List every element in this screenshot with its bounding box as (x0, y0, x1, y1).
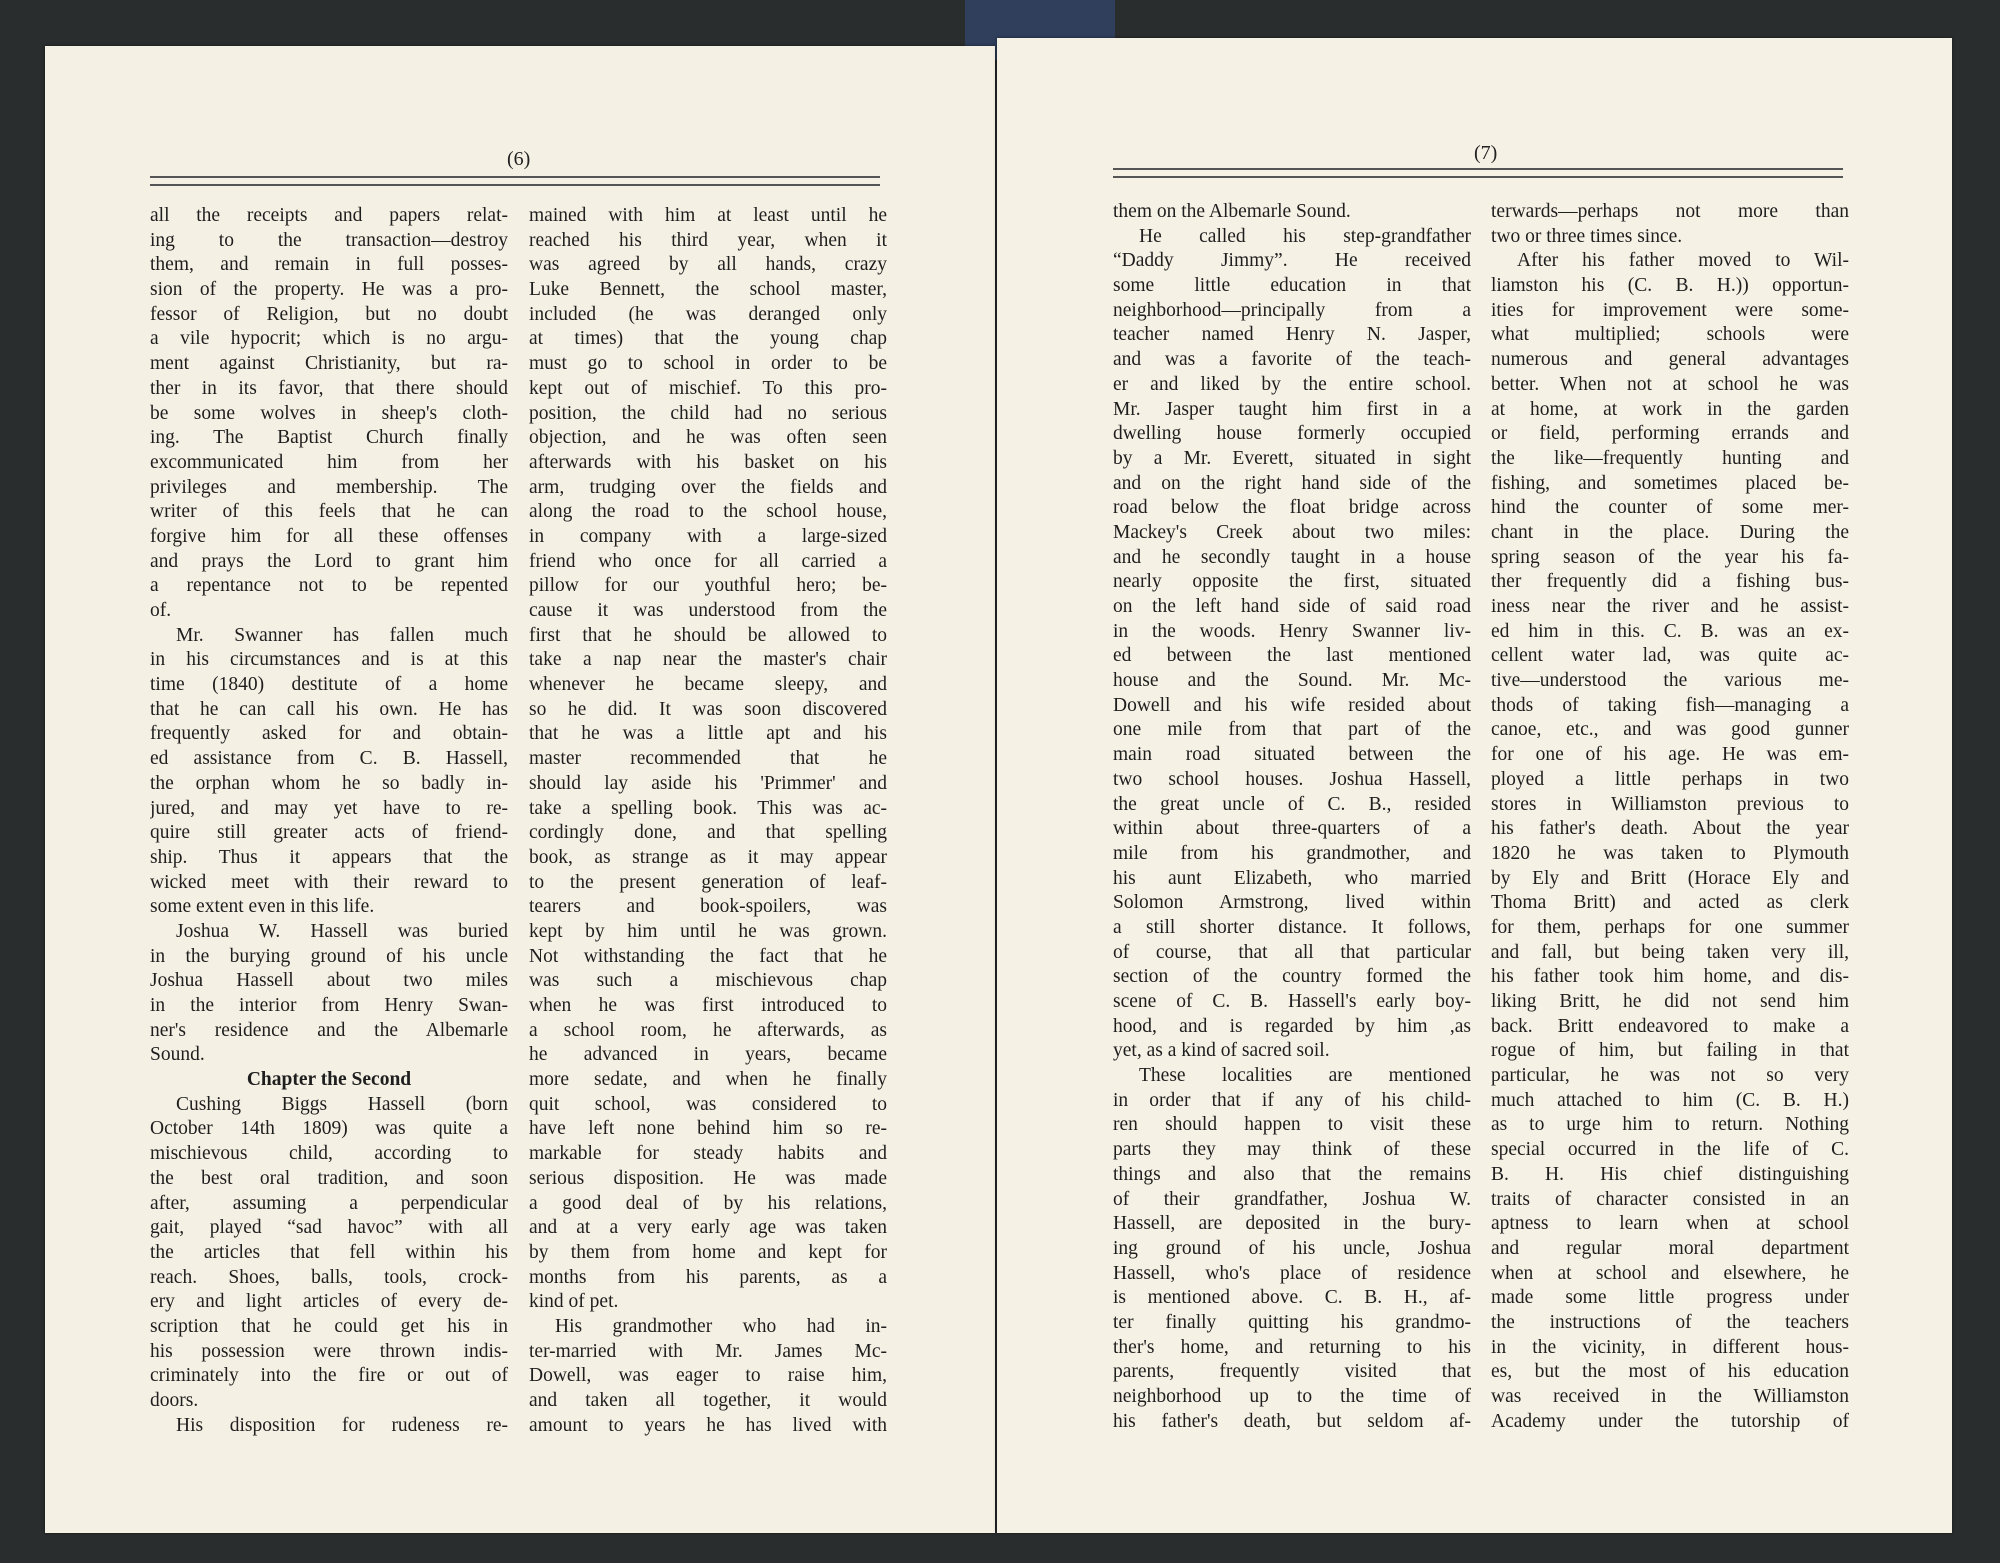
text-line: gait, played “sad havoc” with all (150, 1217, 508, 1239)
text-line: first that he should be allowed to (529, 624, 887, 646)
text-line: traits of character consisted in an (1491, 1188, 1849, 1210)
text-line: section of the country formed the (1113, 966, 1471, 988)
text-line: Mr. Swanner has fallen much (176, 624, 508, 646)
text-line: was such a mischievous chap (529, 970, 887, 992)
text-line: es, but the most of his education (1491, 1361, 1849, 1383)
text-line: er and liked by the entire school. (1113, 373, 1471, 395)
text-line: After his father moved to Wil- (1517, 250, 1849, 272)
text-line: a still shorter distance. It follows, (1113, 916, 1471, 938)
text-line: what multiplied; schools were (1491, 324, 1849, 346)
text-line: excommunicated him from her (150, 451, 508, 473)
text-line: and fall, but being taken very ill, (1491, 941, 1849, 963)
text-line: mained with him at least until he (529, 205, 887, 226)
text-line: two school houses. Joshua Hassell, (1113, 768, 1471, 790)
text-line: house and the Sound. Mr. Mc- (1113, 670, 1471, 692)
text-line: ment against Christianity, but ra- (150, 353, 508, 375)
text-line: the great uncle of C. B., resided (1113, 793, 1471, 815)
text-line: His grandmother who had in- (555, 1315, 887, 1337)
text-line: ing ground of his uncle, Joshua (1113, 1237, 1471, 1259)
text-line: His disposition for rudeness re- (176, 1414, 508, 1436)
text-line: cellent water lad, was quite ac- (1491, 645, 1849, 667)
text-line: his possession were thrown indis- (150, 1340, 508, 1362)
text-line: October 14th 1809) was quite a (150, 1118, 508, 1140)
text-line: frequently asked for and obtain- (150, 723, 508, 745)
text-line: at home, at work in the garden (1491, 398, 1849, 420)
text-line: Mr. Jasper taught him first in a (1113, 398, 1471, 420)
text-line: hind the counter of some mer- (1491, 497, 1849, 519)
text-line: arm, trudging over the fields and (529, 476, 887, 498)
text-line: neighborhood—principally from a (1113, 299, 1471, 321)
text-line: and he secondly taught in a house (1113, 546, 1471, 568)
text-line: his father's death. About the year (1491, 818, 1849, 840)
text-line: and was a favorite of the teach- (1113, 349, 1471, 371)
text-line: by them from home and kept for (529, 1241, 887, 1263)
text-line: by a Mr. Everett, situated in sight (1113, 447, 1471, 469)
text-line: or field, performing errands and (1491, 423, 1849, 445)
text-line: cordingly done, and that spelling (529, 822, 887, 844)
text-line: the articles that fell within his (150, 1241, 508, 1263)
text-line: hood, and is regarded by him ,as (1113, 1015, 1471, 1037)
text-line: cause it was understood from the (529, 600, 887, 621)
text-line: thods of taking fish—managing a (1491, 694, 1849, 716)
text-line: the instructions of the teachers (1491, 1311, 1849, 1333)
text-line: objection, and he was often seen (529, 427, 887, 449)
text-line: criminately into the fire or out of (150, 1365, 508, 1387)
text-line: the like—frequently hunting and (1491, 447, 1849, 469)
text-line: parts they may think of these (1113, 1139, 1471, 1161)
text-line: numerous and general advantages (1491, 349, 1849, 371)
text-line: liking Britt, he did not send him (1491, 991, 1849, 1012)
text-line: Luke Bennett, the school master, (529, 279, 887, 301)
text-line: a good deal of by his relations, (529, 1192, 887, 1214)
text-line: main road situated between the (1113, 744, 1471, 766)
text-line: wicked meet with their reward to (150, 871, 508, 893)
text-line: nearly opposite the first, situated (1113, 571, 1471, 593)
text-line: ployed a little perhaps in two (1491, 768, 1849, 790)
text-line: in the interior from Henry Swan- (150, 995, 508, 1016)
text-line: of course, that all that particular (1113, 941, 1471, 963)
text-line: the best oral tradition, and soon (150, 1167, 508, 1189)
text-line: Cushing Biggs Hassell (born (176, 1093, 508, 1115)
text-line: special occurred in the life of C. (1491, 1139, 1849, 1161)
text-line: and on the right hand side of the (1113, 472, 1471, 494)
text-line: was received in the Williamston (1491, 1386, 1849, 1407)
text-line: iness near the river and he assist- (1491, 596, 1849, 617)
text-line: serious disposition. He was made (529, 1167, 887, 1189)
text-line: in the woods. Henry Swanner liv- (1113, 620, 1471, 642)
text-line: after, assuming a perpendicular (150, 1192, 508, 1214)
text-line: so he did. It was soon discovered (529, 698, 887, 720)
text-line: that he can call his own. He has (150, 698, 508, 720)
text-line: kept by him until he was grown. (529, 920, 887, 942)
text-line: quire still greater acts of friend- (150, 822, 508, 844)
text-line: Academy under the tutorship of (1491, 1410, 1849, 1432)
text-line: within about three-quarters of a (1113, 818, 1471, 840)
text-line: he advanced in years, became (529, 1044, 887, 1066)
text-line: to the present generation of leaf- (529, 871, 887, 893)
text-line: when he was first introduced to (529, 995, 887, 1016)
text-line: and regular moral department (1491, 1237, 1849, 1259)
text-line: Dowell and his wife resided about (1113, 694, 1471, 716)
text-line: in the burying ground of his uncle (150, 945, 508, 967)
text-line: and prays the Lord to grant him (150, 550, 508, 572)
text-line: mile from his grandmother, and (1113, 842, 1471, 864)
text-line: ther frequently did a fishing bus- (1491, 571, 1849, 593)
text-line: book, as strange as it may appear (529, 846, 887, 868)
text-line: Dowell, was eager to raise him, (529, 1365, 887, 1387)
text-line: ing to the transaction—destroy (150, 229, 508, 251)
text-line: take a nap near the master's chair (529, 649, 887, 671)
text-line: must go to school in order to be (529, 353, 887, 375)
text-line: Joshua Hassell about two miles (150, 970, 508, 992)
text-line: writer of this feels that he can (150, 501, 508, 523)
text-line: at times) that the young chap (529, 328, 887, 350)
text-line: chant in the place. During the (1491, 521, 1849, 543)
text-line: a vile hypocrit; which is no argu- (150, 328, 508, 350)
text-line: Hassell, are deposited in the bury- (1113, 1213, 1471, 1235)
text-line: made some little progress under (1491, 1287, 1849, 1309)
text-line: Sound. (150, 1044, 205, 1066)
text-line: Joshua W. Hassell was buried (176, 920, 508, 942)
text-line: amount to years he has lived with (529, 1414, 887, 1436)
text-line: “Daddy Jimmy”. He received (1113, 250, 1471, 272)
text-line: terwards—perhaps not more than (1491, 201, 1849, 222)
text-line: master recommended that he (529, 748, 887, 770)
text-line: all the receipts and papers relat- (150, 205, 508, 226)
text-line: that he was a little apt and his (529, 723, 887, 745)
text-line: privileges and membership. The (150, 476, 508, 498)
text-line: back. Britt endeavored to make a (1491, 1015, 1849, 1037)
text-line: mischievous child, according to (150, 1143, 508, 1165)
text-line: his father's death, but seldom af- (1113, 1410, 1471, 1432)
text-line: afterwards with his basket on his (529, 451, 887, 473)
text-line: for one of his age. He was em- (1491, 744, 1849, 766)
text-line: pillow for our youthful hero; be- (529, 575, 887, 597)
text-line: in his circumstances and is at this (150, 649, 508, 671)
text-line: whenever he became sleepy, and (529, 674, 887, 696)
text-line: particular, he was not so very (1491, 1065, 1849, 1087)
text-line: aptness to learn when at school (1491, 1213, 1849, 1235)
text-line: be some wolves in sheep's cloth- (150, 402, 508, 424)
text-line: along the road to the school house, (529, 501, 887, 523)
text-line: scription that he could get his in (150, 1315, 508, 1337)
text-line: liamston his (C. B. H.)) opportun- (1491, 275, 1849, 297)
text-line: tive—understood the various me- (1491, 670, 1849, 692)
text-line: Mackey's Creek about two miles: (1113, 521, 1471, 543)
text-line: a school room, he afterwards, as (529, 1019, 887, 1041)
text-line: by Ely and Britt (Horace Ely and (1491, 867, 1849, 889)
text-line: forgive him for all these offenses (150, 525, 508, 547)
text-column (1491, 200, 1849, 1434)
text-line: teacher named Henry N. Jasper, (1113, 324, 1471, 346)
text-line: stores in Williamston previous to (1491, 793, 1849, 815)
text-line: 1820 he was taken to Plymouth (1491, 842, 1849, 864)
text-line: B. H. His chief distinguishing (1491, 1163, 1849, 1185)
text-line: Not withstanding the fact that he (529, 945, 887, 967)
text-line: fishing, and sometimes placed be- (1491, 472, 1849, 494)
text-line: ities for improvement were some- (1491, 299, 1849, 321)
text-line: ed between the last mentioned (1113, 645, 1471, 667)
text-column (150, 204, 508, 1438)
text-line: better. When not at school he was (1491, 373, 1849, 395)
header-rule (150, 176, 880, 186)
text-line: in order that if any of his child- (1113, 1089, 1471, 1111)
text-line: ter finally quitting his grandmo- (1113, 1311, 1471, 1333)
chapter-heading: Chapter the Second (246, 1069, 412, 1091)
text-line: doors. (150, 1390, 199, 1411)
text-line: ter-married with Mr. James Mc- (529, 1340, 887, 1362)
text-line: road below the float bridge across (1113, 497, 1471, 519)
text-line: his father took him home, and dis- (1491, 966, 1849, 988)
text-line: and at a very early age was taken (529, 1217, 887, 1239)
text-line: when at school and elsewhere, he (1491, 1262, 1849, 1284)
text-line: of. (150, 600, 172, 621)
text-line: neighborhood up to the time of (1113, 1386, 1471, 1407)
text-line: them on the Albemarle Sound. (1113, 201, 1351, 222)
text-line: his aunt Elizabeth, who married (1113, 867, 1471, 889)
text-line: as to urge him to return. Nothing (1491, 1114, 1849, 1136)
text-line: ner's residence and the Albemarle (150, 1019, 508, 1041)
text-line: ren should happen to visit these (1113, 1114, 1471, 1136)
text-line: kept out of mischief. To this pro- (529, 377, 887, 399)
text-column (529, 204, 887, 1438)
text-line: canoe, etc., and was good gunner (1491, 719, 1849, 741)
text-line: ing. The Baptist Church finally (150, 427, 508, 449)
text-line: fessor of Religion, but no doubt (150, 303, 508, 325)
text-line: tearers and book-spoilers, was (529, 896, 887, 918)
text-line: in company with a large-sized (529, 525, 887, 547)
text-line: markable for steady habits and (529, 1143, 887, 1165)
text-line: dwelling house formerly occupied (1113, 423, 1471, 445)
text-line: Thoma Britt) and acted as clerk (1491, 892, 1849, 914)
text-line: one mile from that part of the (1113, 719, 1471, 741)
text-line: quit school, was considered to (529, 1093, 887, 1115)
text-line: more sedate, and when he finally (529, 1069, 887, 1091)
text-line: parents, frequently visited that (1113, 1361, 1471, 1383)
text-line: some little education in that (1113, 275, 1471, 297)
text-line: for them, perhaps for one summer (1491, 916, 1849, 938)
text-line: ship. Thus it appears that the (150, 846, 508, 868)
text-column (1113, 200, 1471, 1434)
text-line: yet, as a kind of sacred soil. (1113, 1040, 1330, 1062)
text-line: jured, and may yet have to re- (150, 797, 508, 819)
text-line: scene of C. B. Hassell's early boy- (1113, 991, 1471, 1012)
text-line: spring season of the year his fa- (1491, 546, 1849, 568)
text-line: of their grandfather, Joshua W. (1113, 1188, 1471, 1210)
text-line: should lay aside his 'Primmer' and (529, 772, 887, 794)
text-line: Hassell, who's place of residence (1113, 1262, 1471, 1284)
text-line: is mentioned above. C. B. H., af- (1113, 1287, 1471, 1309)
text-line: have left none behind him so re- (529, 1118, 887, 1140)
text-line: and taken all together, it would (529, 1390, 887, 1411)
text-line: kind of pet. (529, 1291, 619, 1313)
text-line: months from his parents, as a (529, 1266, 887, 1288)
text-line: sion of the property. He was a pro- (150, 279, 508, 301)
text-line: some extent even in this life. (150, 896, 375, 918)
text-line: included (he was deranged only (529, 303, 887, 325)
left-page (45, 46, 995, 1533)
text-line: on the left hand side of said road (1113, 596, 1471, 617)
text-line: things and also that the remains (1113, 1163, 1471, 1185)
text-line: rogue of him, but failing in that (1491, 1040, 1849, 1062)
text-line: was agreed by all hands, crazy (529, 254, 887, 276)
text-line: ery and light articles of every de- (150, 1291, 508, 1313)
text-line: ed him in this. C. B. was an ex- (1491, 620, 1849, 642)
text-line: position, the child had no serious (529, 402, 887, 424)
text-line: ther's home, and returning to his (1113, 1336, 1471, 1358)
text-line: These localities are mentioned (1139, 1065, 1471, 1087)
text-line: two or three times since. (1491, 225, 1683, 247)
text-line: He called his step-grandfather (1139, 225, 1471, 247)
text-line: a repentance not to be repented (150, 575, 508, 597)
text-line: the orphan whom he so badly in- (150, 772, 508, 794)
text-line: Solomon Armstrong, lived within (1113, 892, 1471, 914)
text-line: ed assistance from C. B. Hassell, (150, 748, 508, 770)
text-line: much attached to him (C. B. H.) (1491, 1089, 1849, 1111)
text-line: in the vicinity, in different hous- (1491, 1336, 1849, 1358)
text-line: friend who once for all carried a (529, 550, 887, 572)
page-number: (7) (1474, 142, 1498, 164)
text-line: take a spelling book. This was ac- (529, 797, 887, 819)
text-line: reach. Shoes, balls, tools, crock- (150, 1266, 508, 1288)
right-page (997, 38, 1952, 1533)
text-line: ther in its favor, that there should (150, 377, 508, 399)
page-number: (6) (507, 148, 531, 170)
text-line: them, and remain in full posses- (150, 254, 508, 276)
text-line: reached his third year, when it (529, 229, 887, 251)
header-rule (1113, 168, 1843, 178)
text-line: time (1840) destitute of a home (150, 674, 508, 696)
